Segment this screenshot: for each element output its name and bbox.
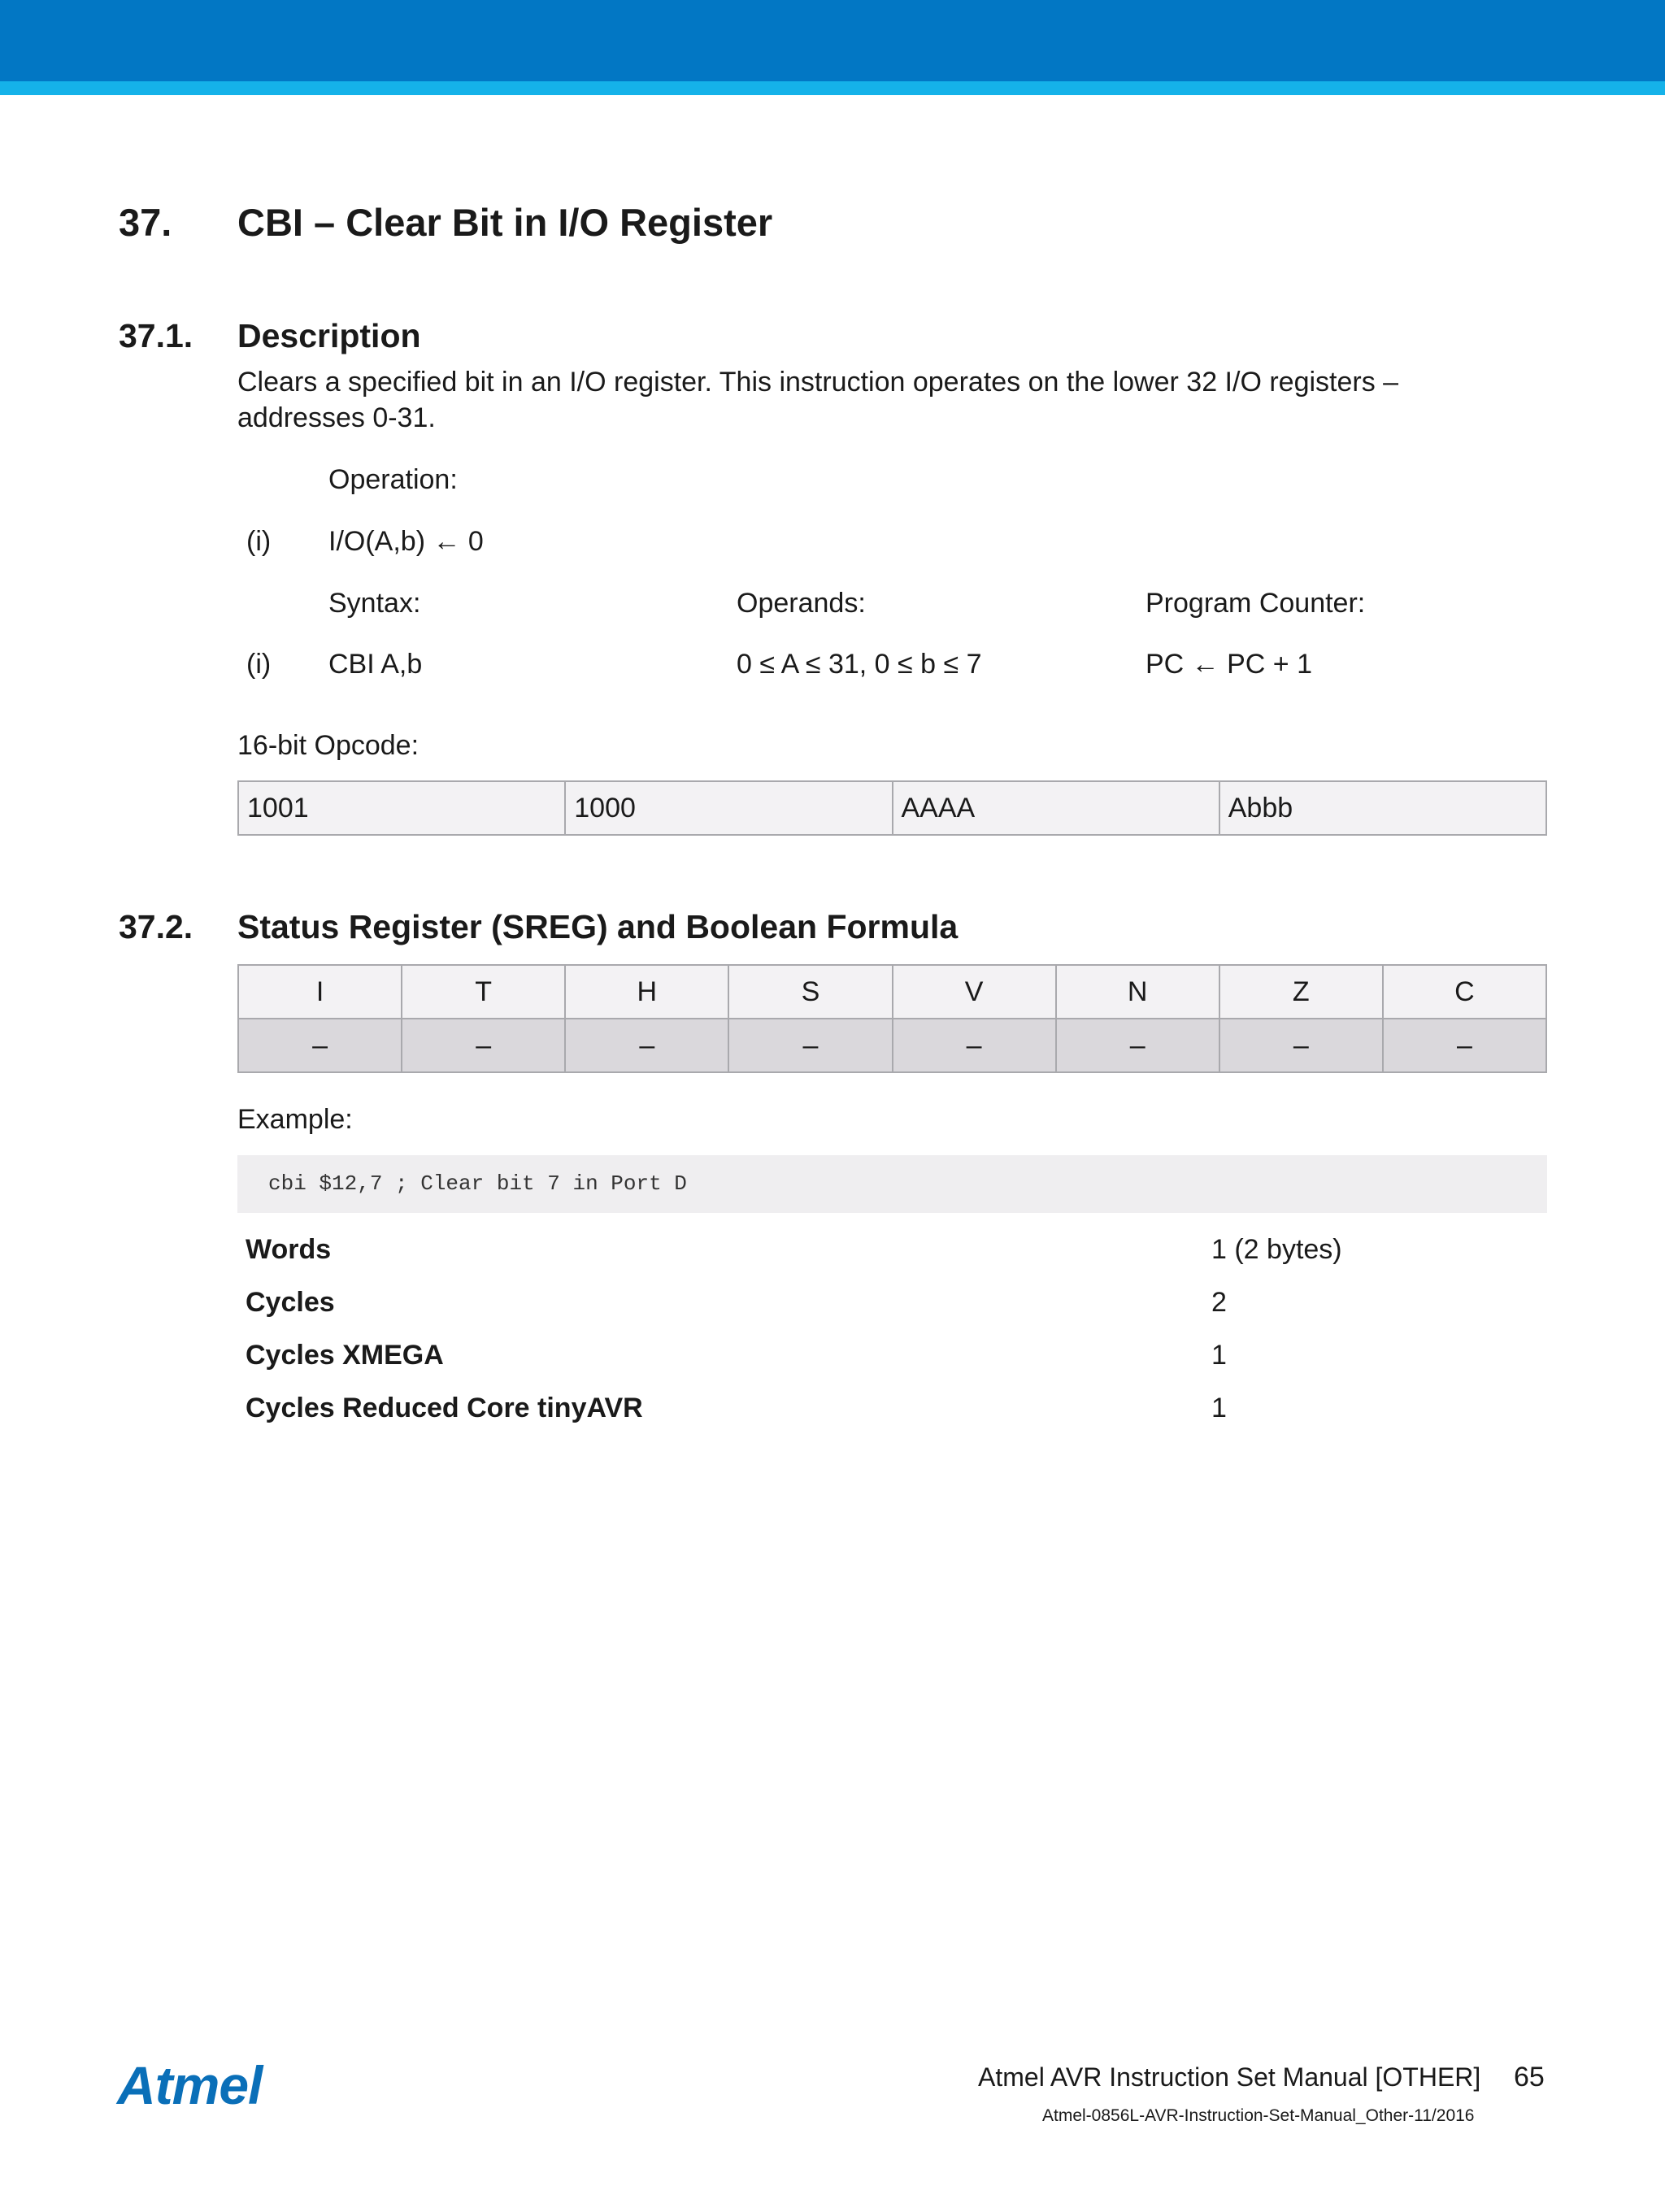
atmel-logo: Atmel (117, 2055, 263, 2115)
property-value: 1 (2 bytes) (1211, 1234, 1342, 1265)
operation-formula: I/O(A,b) ← 0 (328, 526, 484, 557)
syntax-value: CBI A,b (328, 649, 423, 680)
sreg-number: 37.2. (119, 908, 193, 945)
property-label: Cycles XMEGA (246, 1340, 444, 1371)
property-label: Words (246, 1234, 332, 1265)
example-label: Example: (237, 1104, 353, 1135)
section-number: 37. (119, 201, 172, 244)
sreg-value-cell: – (893, 1019, 1056, 1072)
sreg-value-cell: – (238, 1019, 402, 1072)
sreg-flag-cell: C (1383, 965, 1546, 1019)
sreg-value-cell: – (1219, 1019, 1383, 1072)
sreg-value-cell: – (565, 1019, 728, 1072)
property-label: Cycles (246, 1287, 335, 1318)
sreg-heading: Status Register (SREG) and Boolean Formula (237, 908, 959, 945)
opcode-cell: 1000 (565, 781, 892, 835)
code-block (237, 1155, 1547, 1213)
property-value: 2 (1211, 1287, 1227, 1318)
sreg-flag-cell: N (1056, 965, 1219, 1019)
opcode-label: 16-bit Opcode: (237, 730, 420, 761)
operation-label: Operation: (328, 464, 458, 495)
section-title: CBI – Clear Bit in I/O Register (237, 201, 773, 244)
opcode-cell: 1001 (238, 781, 565, 835)
sreg-value-cell: – (1056, 1019, 1219, 1072)
opcode-row (238, 781, 1546, 835)
sreg-value-cell: – (1383, 1019, 1546, 1072)
program-counter-value: PC ← PC + 1 (1146, 649, 1313, 680)
syntax-label: Syntax: (328, 588, 421, 619)
footer-page-number: 65 (1514, 2062, 1545, 2092)
description-heading: Description (237, 317, 421, 354)
sreg-flag-cell: H (565, 965, 728, 1019)
code-line: cbi $12,7 ; Clear bit 7 in Port D (268, 1171, 687, 1196)
header-bar (0, 0, 1665, 81)
footer-manual-title: Atmel AVR Instruction Set Manual [OTHER] (978, 2062, 1481, 2092)
property-value: 1 (1211, 1340, 1227, 1371)
sreg-flag-row (238, 965, 1546, 1019)
sreg-value-row (238, 1019, 1546, 1072)
opcode-table (237, 780, 1547, 836)
footer-doc-id: Atmel-0856L-AVR-Instruction-Set-Manual_Other-11/2016 (1042, 2106, 1475, 2125)
description-line-1: Clears a specified bit in an I/O register. This instruction operates on the lower 32 I/O registers – (237, 367, 1399, 398)
operation-index: (i) (246, 526, 272, 557)
sreg-flag-cell: I (238, 965, 402, 1019)
syntax-index: (i) (246, 649, 272, 680)
operands-label: Operands: (737, 588, 866, 619)
opcode-cell: AAAA (893, 781, 1219, 835)
operands-value: 0 ≤ A ≤ 31, 0 ≤ b ≤ 7 (737, 649, 982, 680)
program-counter-label: Program Counter: (1146, 588, 1366, 619)
sreg-value-cell: – (728, 1019, 892, 1072)
header-stripe (0, 81, 1665, 95)
description-number: 37.1. (119, 317, 193, 354)
sreg-table (237, 964, 1547, 1073)
sreg-flag-cell: Z (1219, 965, 1383, 1019)
sreg-flag-cell: T (402, 965, 565, 1019)
sreg-flag-cell: S (728, 965, 892, 1019)
description-line-2: addresses 0-31. (237, 402, 436, 433)
property-value: 1 (1211, 1393, 1227, 1423)
sreg-flag-cell: V (893, 965, 1056, 1019)
property-label: Cycles Reduced Core tinyAVR (246, 1393, 643, 1423)
opcode-cell: Abbb (1219, 781, 1546, 835)
sreg-value-cell: – (402, 1019, 565, 1072)
